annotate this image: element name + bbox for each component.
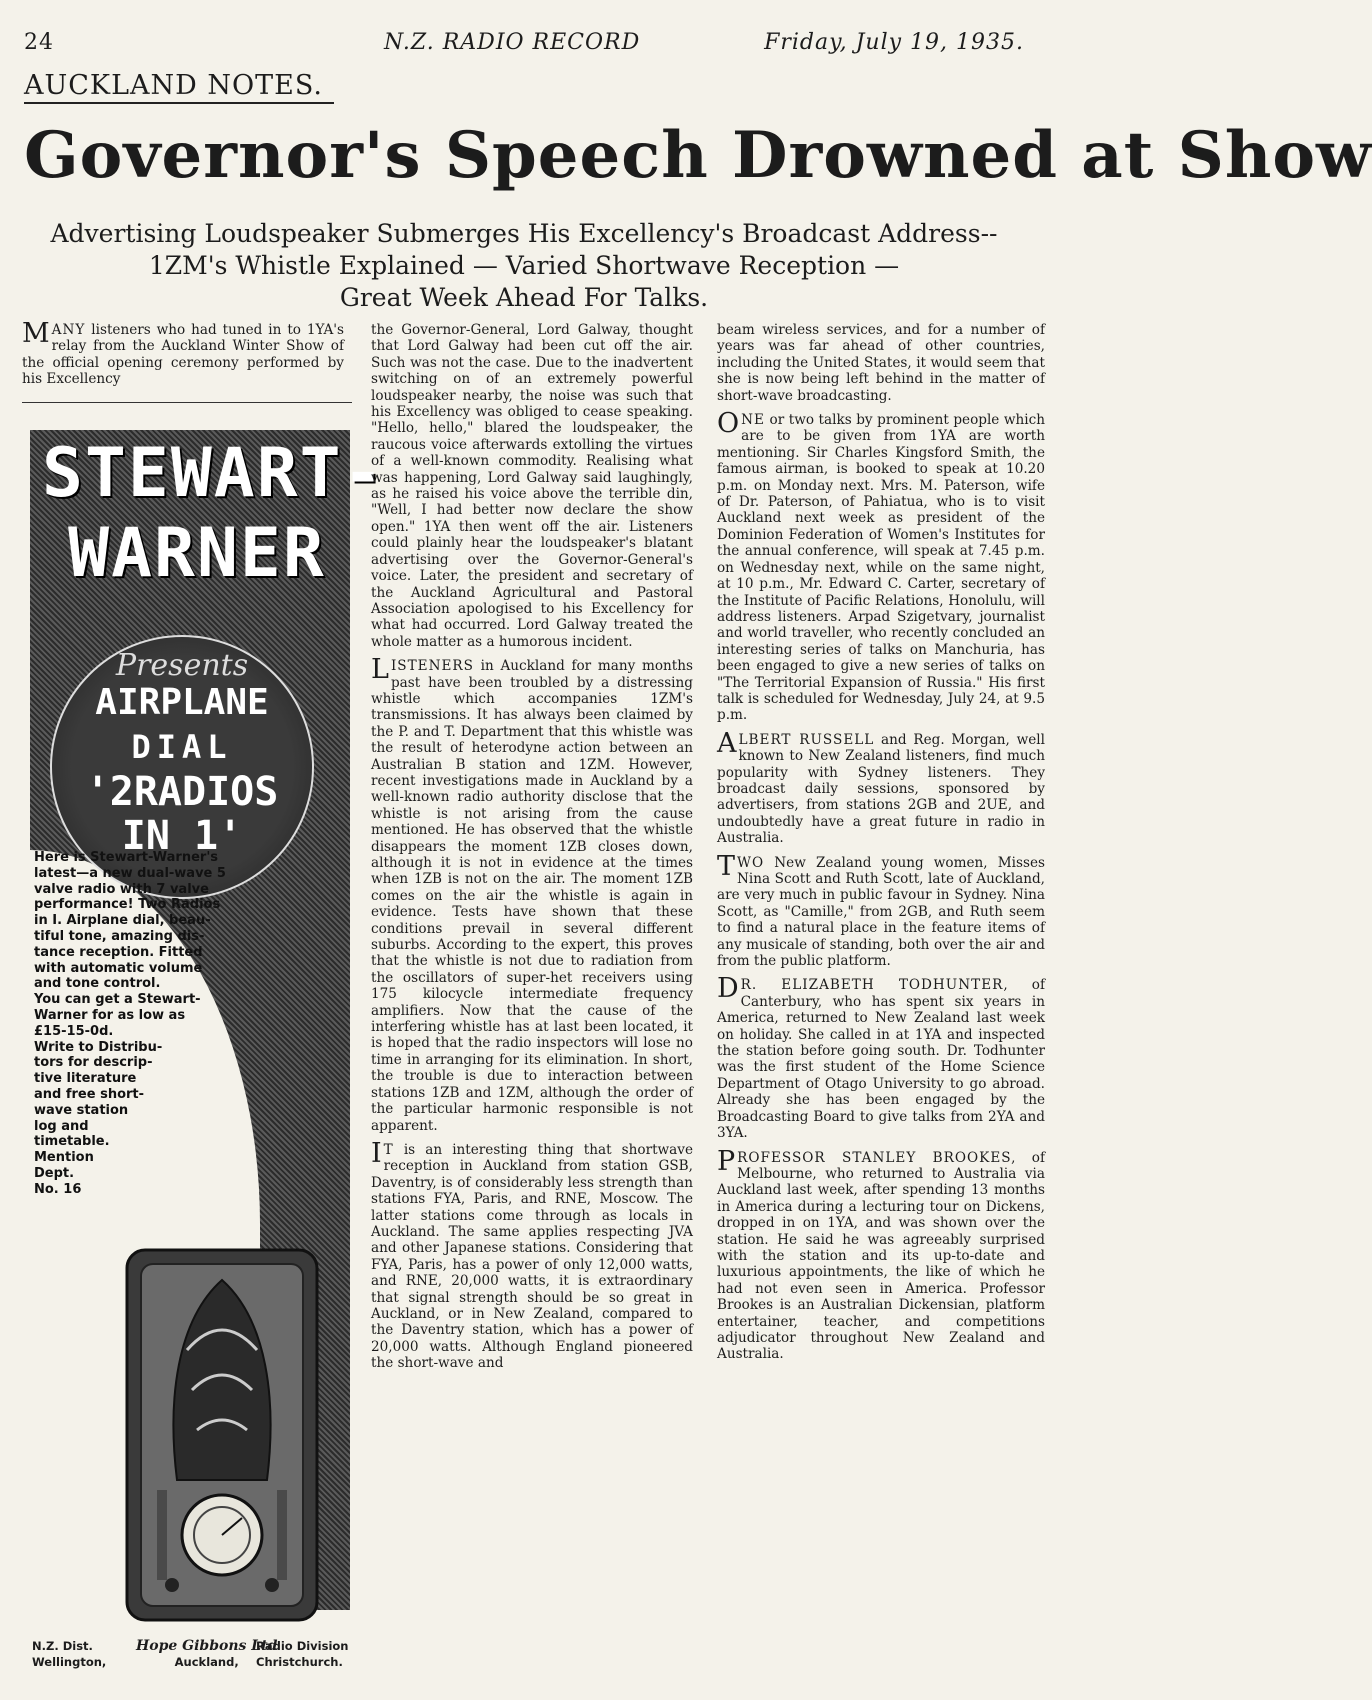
ad-tagline-close: 1' [194, 813, 243, 859]
article-paragraph: beam wireless services, and for a number of years was far ahead of other countries, including the United States, it would seem that she is now being left behind in the matter of short-wave broadcasting. [717, 322, 1045, 404]
lead-in: R. ELIZABETH TODHUNTER, [740, 977, 1009, 994]
ad-distributor-footer [32, 1638, 352, 1688]
article-paragraph [371, 1137, 693, 1372]
ad-brand [42, 434, 386, 594]
drop-cap: T [717, 850, 736, 882]
ad-copy-line: timetable. [34, 1134, 110, 1150]
subheadline-line: Advertising Loudspeaker Submerges His Excellency's Broadcast Address-- [50, 219, 998, 248]
article-paragraph [717, 408, 1045, 724]
section-kicker: AUCKLAND NOTES. [24, 70, 323, 101]
paragraph-text: or two talks by prominent people which are to be given from 1YA are worth mentioning. Sir Charles Kingsford Smith, the famous airman, is booked to speak at 10.20 p.m. on Monday next. Mrs. M. Paterson, wife of Dr. Paterson, of Pahiatua, who is to visit Auckland next week as president of the Dominion Federation of Women's Institutes for the annual conference, will speak at 7.45 p.m. on Wednesday next, while on the same night, at 10 p.m., Mr. Edward C. Carter, secretary of the Institute of Pacific Relations, Honolulu, will address listeners. Arpad Szigetvary, journalist and world traveller, who recently concluded an interesting series of talks on Manchuria, has been engaged to give a new series of talks on "The Territorial Expansion of Russia." His first talk is scheduled for Wednesday, July 24, at 9.5 p.m. [717, 412, 1045, 724]
article-paragraph [371, 654, 693, 1134]
ad-copy-line: wave station [34, 1102, 129, 1118]
drop-cap: L [371, 654, 389, 686]
stewart-warner-advertisement [22, 410, 386, 1700]
ad-copy-line: You can get a Stewart- [34, 992, 201, 1008]
paragraph-text: in Auckland for many months past have been troubled by a distressing whistle which accompanies 1ZM's transmissions. It has always been claimed by the P. and T. Department that this whistle was the result of heterodyne action between an Australian B station and 1ZM. However, recent investigations made in Auckland by a well-known radio authority disclose that the whistle is not arising from the cause mentioned. He has observed that the whistle disappears the moment 1ZB closes down, although it is not in evidence at the times when 1ZB is not on the air. The moment 1ZB comes on the air the whistle is again in evidence. Tests have shown that these conditions prevail in several different suburbs. According to the expert, this proves that the whistle is not due to radiation from the oscillators of super-het receivers using 175 kilocycle intermediate frequency amplifiers. Now that the cause of the interfering whistle has at last been located, it is hoped that the radio inspectors will lose no time in arranging for its elimination. In short, the trouble is due to interaction between stations 1ZB and 1ZM, although the order of the particular harmonic responsible is not apparent. [371, 658, 693, 1134]
article-paragraph [717, 727, 1045, 847]
drop-cap: A [717, 727, 737, 759]
drop-cap: M [22, 318, 50, 349]
ad-dial: DIAL [131, 728, 233, 766]
article-paragraph [717, 1145, 1046, 1363]
ad-copy-line: valve radio with 7 valve [34, 881, 209, 897]
ad-presents: Presents [115, 648, 249, 683]
article-paragraph [717, 973, 1045, 1142]
lead-in: ROFESSOR STANLEY BROOKES, [737, 1149, 1017, 1166]
ad-footer-text: Christchurch. [256, 1655, 343, 1669]
ad-copy-line: latest—a new dual-wave 5 [34, 865, 226, 881]
ad-copy-line: and tone control. [34, 976, 161, 992]
column-3 [717, 322, 1045, 1642]
column-1-intro [22, 318, 344, 396]
ad-footer-right [256, 1638, 349, 1670]
ad-copy-line: tiful tone, amazing dis- [34, 928, 205, 944]
ad-copy-line: Dept. [34, 1165, 75, 1181]
column-divider [22, 402, 352, 403]
subheadline-line: 1ZM's Whistle Explained — Varied Shortwave Reception — [148, 251, 900, 280]
drop-cap: P [717, 1145, 736, 1177]
ad-copy [34, 850, 269, 1198]
lead-in: NE [741, 412, 765, 429]
ad-copy-line: tance reception. Fitted [34, 944, 203, 960]
article-paragraph [22, 318, 344, 388]
ad-footer-signature: Hope Gibbons Ltd [136, 1638, 278, 1654]
running-head [24, 30, 1024, 60]
paragraph-text: and Reg. Morgan, well known to New Zealand listeners, find much popularity with Sydney listeners. They broadcast daily sessions, sponsored by advertisers, from stations 2GB and 2UE, and undoubtedly have a great future in radio in Australia. [717, 731, 1045, 847]
paragraph-text: of Melbourne, who returned to Australia via Auckland last week, after spending 13 months in America during a lecturing tour on Dickens, dropped in on 1YA, and was shown over the station. He said he was agreeably surprised with the station and its up-to-date and luxurious appointments, the like of which he had not even seen in America. Professor Brookes is an Australian Dickensian, platform entertainer, teacher, and competitions adjudicator throughout New Zealand and Australia. [717, 1149, 1046, 1363]
ad-copy-line: log and [34, 1118, 89, 1134]
drop-cap: D [717, 973, 739, 1005]
ad-copy-line: in I. Airplane dial, beau- [34, 913, 211, 929]
ad-brand-line: STEWART- [42, 434, 386, 513]
ad-footer-left [32, 1638, 106, 1670]
ad-copy-line: and free short- [34, 1086, 145, 1102]
ad-footer-text: Wellington, [32, 1655, 107, 1669]
drop-cap: O [717, 408, 740, 440]
ad-copy-line: Here is Stewart-Warner's [34, 850, 219, 865]
ad-copy-line: No. 16 [34, 1181, 82, 1197]
kicker-underline [24, 102, 334, 104]
paragraph-text: is an interesting thing that shortwave reception in Auckland from station GSB, Daventry, is of considerably less strength than stations FYA, Paris, and RNE, Moscow. The latter stations come through as locals in Auckland. The same applies respecting JVA and other Japanese stations. Considering that FYA, Paris, has a power of only 12,000 watts, and RNE, 20,000 watts, it is extraordinary that signal strength should be so great in Auckland, or in New Zealand, compared to the Daventry station, which has a power of 20,000 watts. Although England pioneered the short-wave and [371, 1141, 693, 1372]
ad-copy-line: Warner for as low as [34, 1007, 186, 1023]
ad-footer-text: Auckland, [174, 1655, 239, 1669]
lead-in: T [383, 1141, 394, 1158]
ad-tagline [52, 770, 312, 858]
ad-copy-line: tive literature [34, 1071, 137, 1087]
lead-in: ANY [51, 322, 86, 338]
issue-date: Friday, July 19, 1935. [764, 30, 1024, 55]
lead-in: WO [737, 854, 765, 871]
headline: Governor's Speech Drowned at Show [24, 118, 1372, 193]
column-2 [371, 322, 693, 1642]
drop-cap: I [371, 1137, 382, 1169]
ad-copy-line: £15-15-0d. [34, 1023, 114, 1039]
paragraph-text: listeners who had tuned in to 1YA's relay from the Auckland Winter Show of the official opening ceremony performed by his Excellency [22, 322, 344, 388]
ad-footer-text: N.Z. Dist. [32, 1639, 93, 1653]
masthead: N.Z. RADIO RECORD [384, 30, 641, 55]
lead-in: ISTENERS [390, 658, 474, 675]
paragraph-text: New Zealand young women, Misses Nina Scott and Ruth Scott, late of Auckland, are very much in public favour in Sydney. Nina Scott, as "Camille," from 2GB, and Ruth seem to find a natural place in the feature items of any musicale of standing, both over the air and from the public platform. [717, 854, 1045, 970]
article-paragraph: the Governor-General, Lord Galway, thought that Lord Galway had been cut off the air. Such was not the case. Due to the inadvertent switching on of an extremely powerful loudspeaker nearby, the noise was such that his Excellency was obliged to cease speaking. "Hello, hello," blared the loudspeaker, the raucous voice afterwards extolling the virtues of a well-known commodity. Realising what was happening, Lord Galway said laughingly, as he raised his voice above the terrible din, "Well, I had better now declare the show open." 1YA then went off the air. Listeners could plainly hear the loudspeaker's blatant advertising over the Governor-General's voice. Later, the president and secretary of the Auckland Agricultural and Pastoral Association apologised to his Excellency for what had occurred. Lord Galway treated the whole matter as a humorous incident. [371, 322, 693, 650]
ad-footer-text: Radio Division [256, 1639, 349, 1653]
page-number: 24 [24, 30, 54, 55]
subheadline [24, 218, 1024, 314]
ad-copy-line: tors for descrip- [34, 1055, 153, 1071]
ad-tagline-open: '2 [85, 769, 134, 815]
ad-copy-line: performance! Two Radios [34, 897, 221, 913]
radio-cabinet-illustration [117, 1240, 327, 1630]
article-paragraph [717, 850, 1045, 970]
lead-in: LBERT RUSSELL [738, 731, 875, 748]
paragraph-text: of Canterbury, who has spent six years in America, returned to New Zealand last week on holiday. She called in at 1YA and inspected the station before going south. Dr. Todhunter was the first student of the Home Science Department of Otago University to go abroad. Already she has been engaged by the Broadcasting Board to give talks from 2YA and 3YA. [717, 977, 1045, 1142]
ad-copy-line: Mention [34, 1150, 94, 1166]
ad-copy-line: with automatic volume [34, 960, 203, 976]
ad-airplane: AIRPLANE [95, 682, 269, 723]
subheadline-line: Great Week Ahead For Talks. [339, 283, 709, 312]
ad-copy-line: Write to Distribu- [34, 1039, 163, 1055]
ad-tagline-in: IN [121, 813, 170, 859]
ad-brand-line: WARNER [68, 514, 326, 593]
ad-tagline-radios: RADIOS [133, 769, 279, 815]
